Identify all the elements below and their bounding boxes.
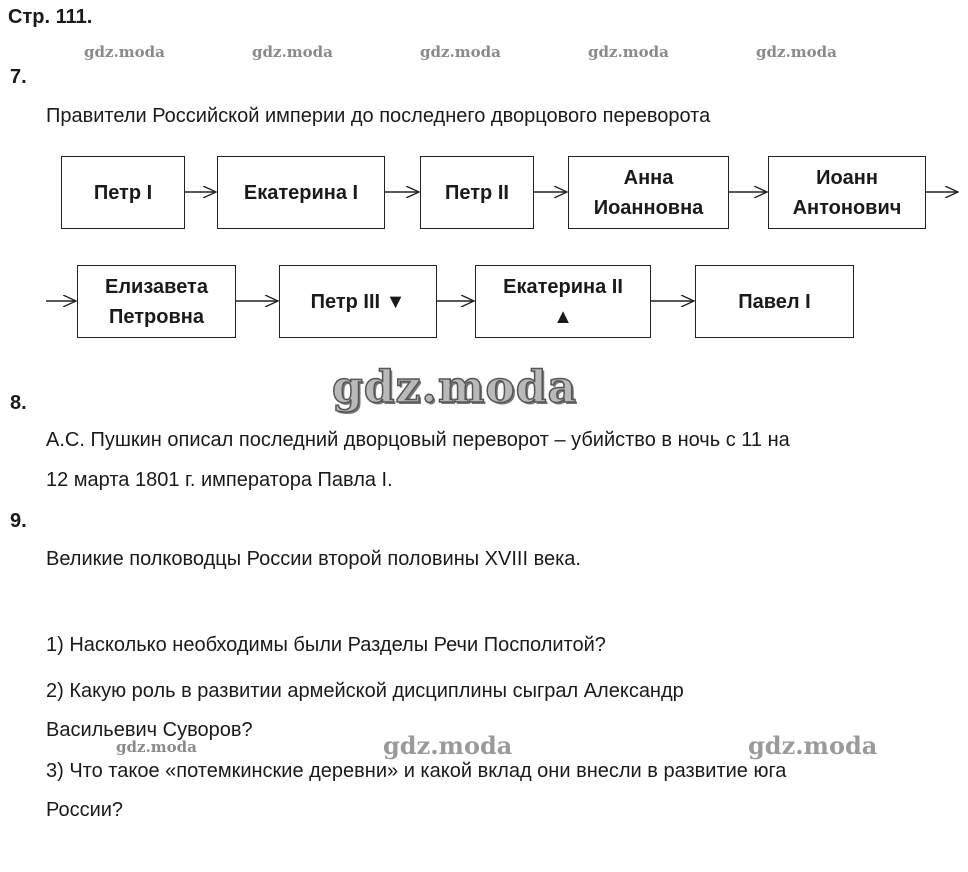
q9-subquestion: России? (46, 799, 124, 821)
ruler-name: Петр III ▼ (310, 290, 406, 313)
question-number-8: 8. (10, 392, 27, 414)
q9-subquestion: 1) Насколько необходимы были Разделы Речи Посполитой? (46, 634, 606, 656)
question-number-7: 7. (10, 66, 27, 88)
question-number-9: 9. (10, 510, 27, 532)
ruler-name: Петр II (445, 181, 509, 204)
q9-subquestion: Васильевич Суворов? (46, 719, 253, 741)
watermark-logo: gdz.moda (420, 43, 501, 61)
watermark-logo: gdz.moda (756, 43, 837, 61)
q8-text-line: 12 марта 1801 г. императора Павла I. (46, 469, 393, 491)
q9-subquestion: 3) Что такое «потемкинские деревни» и какой вклад они внесли в развитие юга (46, 760, 787, 782)
q7-heading: Правители Российской империи до последнего дворцового переворота (46, 105, 711, 127)
ruler-name: Екатерина I (243, 181, 359, 204)
q9-heading: Великие полководцы России второй половины XVIII века. (46, 548, 581, 570)
ruler-name: Елизавета (105, 275, 208, 298)
watermark-logo: gdz.moda (252, 43, 333, 61)
ruler-name: ▲ (553, 305, 573, 328)
ruler-name: Петровна (109, 305, 204, 328)
ruler-name: Иоанн (816, 166, 878, 189)
q8-text-line: А.С. Пушкин описал последний дворцовый переворот – убийство в ночь с 11 на (46, 429, 790, 451)
ruler-name: Павел I (738, 290, 811, 313)
watermark-logo: gdz.moda (84, 43, 165, 61)
watermark-logo: gdz.moda (383, 731, 513, 760)
page-title: Стр. 111. (8, 6, 93, 28)
ruler-name: Антонович (792, 196, 902, 219)
ruler-name: Екатерина II (503, 275, 623, 298)
q9-subquestion: 2) Какую роль в развитии армейской дисциплины сыграл Александр (46, 680, 684, 702)
watermark-logo: gdz.moda (116, 738, 197, 756)
ruler-name: Петр I (93, 181, 153, 204)
ruler-name: Анна (623, 166, 674, 189)
ruler-name: Иоанновна (593, 196, 704, 219)
watermark-logo-large: gdz.moda (332, 362, 578, 413)
watermark-logo: gdz.moda (748, 731, 878, 760)
watermark-logo: gdz.moda (588, 43, 669, 61)
